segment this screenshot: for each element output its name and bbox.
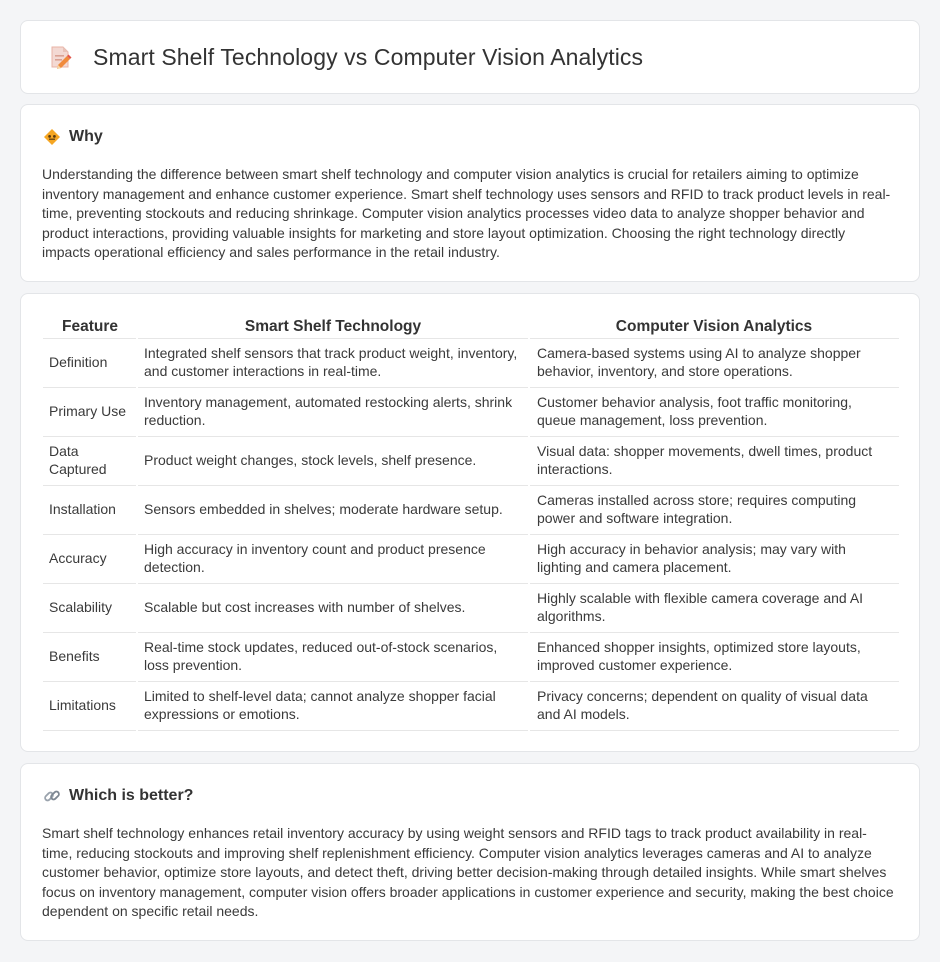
table-row bbox=[43, 485, 899, 534]
comparison-table bbox=[43, 316, 899, 731]
lightbulb-diamond-icon bbox=[43, 128, 61, 146]
feature-cell: Definition bbox=[43, 338, 137, 387]
computer-vision-cell: Camera-based systems using AI to analyze shopper behavior, inventory, and store operations. bbox=[529, 338, 899, 387]
why-section bbox=[20, 104, 920, 282]
feature-cell: Accuracy bbox=[43, 534, 137, 583]
feature-cell: Primary Use bbox=[43, 387, 137, 436]
pencil-note-icon bbox=[47, 44, 73, 70]
better-title: Which is better? bbox=[69, 787, 194, 804]
why-header bbox=[43, 127, 919, 147]
table-row bbox=[43, 436, 899, 485]
feature-cell: Scalability bbox=[43, 583, 137, 632]
header-smart-shelf: Smart Shelf Technology bbox=[137, 316, 529, 338]
feature-cell: Limitations bbox=[43, 681, 137, 730]
smart-shelf-cell: Product weight changes, stock levels, shelf presence. bbox=[137, 436, 529, 485]
smart-shelf-cell: Sensors embedded in shelves; moderate hardware setup. bbox=[137, 485, 529, 534]
smart-shelf-cell: Integrated shelf sensors that track product weight, inventory, and customer interactions in real-time. bbox=[137, 338, 529, 387]
feature-cell: Installation bbox=[43, 485, 137, 534]
computer-vision-cell: Customer behavior analysis, foot traffic monitoring, queue management, loss prevention. bbox=[529, 387, 899, 436]
page-title: Smart Shelf Technology vs Computer Vision Analytics bbox=[93, 43, 644, 70]
which-better-section bbox=[20, 763, 920, 941]
computer-vision-cell: Privacy concerns; dependent on quality of visual data and AI models. bbox=[529, 681, 899, 730]
link-icon bbox=[43, 787, 61, 805]
smart-shelf-cell: Limited to shelf-level data; cannot analyze shopper facial expressions or emotions. bbox=[137, 681, 529, 730]
feature-cell: Benefits bbox=[43, 632, 137, 681]
smart-shelf-cell: Scalable but cost increases with number of shelves. bbox=[137, 583, 529, 632]
table-row bbox=[43, 387, 899, 436]
computer-vision-cell: Cameras installed across store; requires computing power and software integration. bbox=[529, 485, 899, 534]
computer-vision-cell: Highly scalable with flexible camera coverage and AI algorithms. bbox=[529, 583, 899, 632]
why-text: Understanding the difference between smart shelf technology and computer vision analytics is crucial for retailers aiming to optimize inventory management and enhance customer experience. Smart shelf technology uses sensors and RFID to track product levels in real-time, preventing stockouts and reducing shrinkage. Computer vision analytics processes video data to analyze shopper behavior and product interactions, providing valuable insights for marketing and store layout optimization. Choosing the right technology directly impacts operational efficiency and sales performance in the retail industry. bbox=[42, 166, 891, 261]
title-row bbox=[21, 21, 919, 93]
table-row bbox=[43, 632, 899, 681]
table-header-row bbox=[43, 316, 899, 338]
better-header bbox=[43, 786, 919, 806]
title-card bbox=[20, 20, 920, 94]
table-row bbox=[43, 583, 899, 632]
better-text: Smart shelf technology enhances retail inventory accuracy by using weight sensors and RFID tags to track product availability in real-time, reducing stockouts and improving shelf replenishment efficiency. Computer vision analytics leverages cameras and AI to analyze customer behavior, optimize store layouts, and detect theft, driving better decision-making through detailed insights. While smart shelves focus on inventory management, computer vision offers broader applications in customer experience and security, making the best choice dependent on specific retail needs. bbox=[42, 825, 894, 920]
computer-vision-cell: Visual data: shopper movements, dwell times, product interactions. bbox=[529, 436, 899, 485]
feature-cell: Data Captured bbox=[43, 436, 137, 485]
header-computer-vision: Computer Vision Analytics bbox=[529, 316, 899, 338]
smart-shelf-cell: Inventory management, automated restocking alerts, shrink reduction. bbox=[137, 387, 529, 436]
computer-vision-cell: High accuracy in behavior analysis; may vary with lighting and camera placement. bbox=[529, 534, 899, 583]
table-row bbox=[43, 338, 899, 387]
why-title: Why bbox=[69, 128, 103, 145]
smart-shelf-cell: High accuracy in inventory count and product presence detection. bbox=[137, 534, 529, 583]
header-feature: Feature bbox=[43, 316, 137, 338]
table-row bbox=[43, 534, 899, 583]
comparison-table-card bbox=[20, 293, 920, 752]
table-row bbox=[43, 681, 899, 730]
computer-vision-cell: Enhanced shopper insights, optimized store layouts, improved customer experience. bbox=[529, 632, 899, 681]
smart-shelf-cell: Real-time stock updates, reduced out-of-stock scenarios, loss prevention. bbox=[137, 632, 529, 681]
